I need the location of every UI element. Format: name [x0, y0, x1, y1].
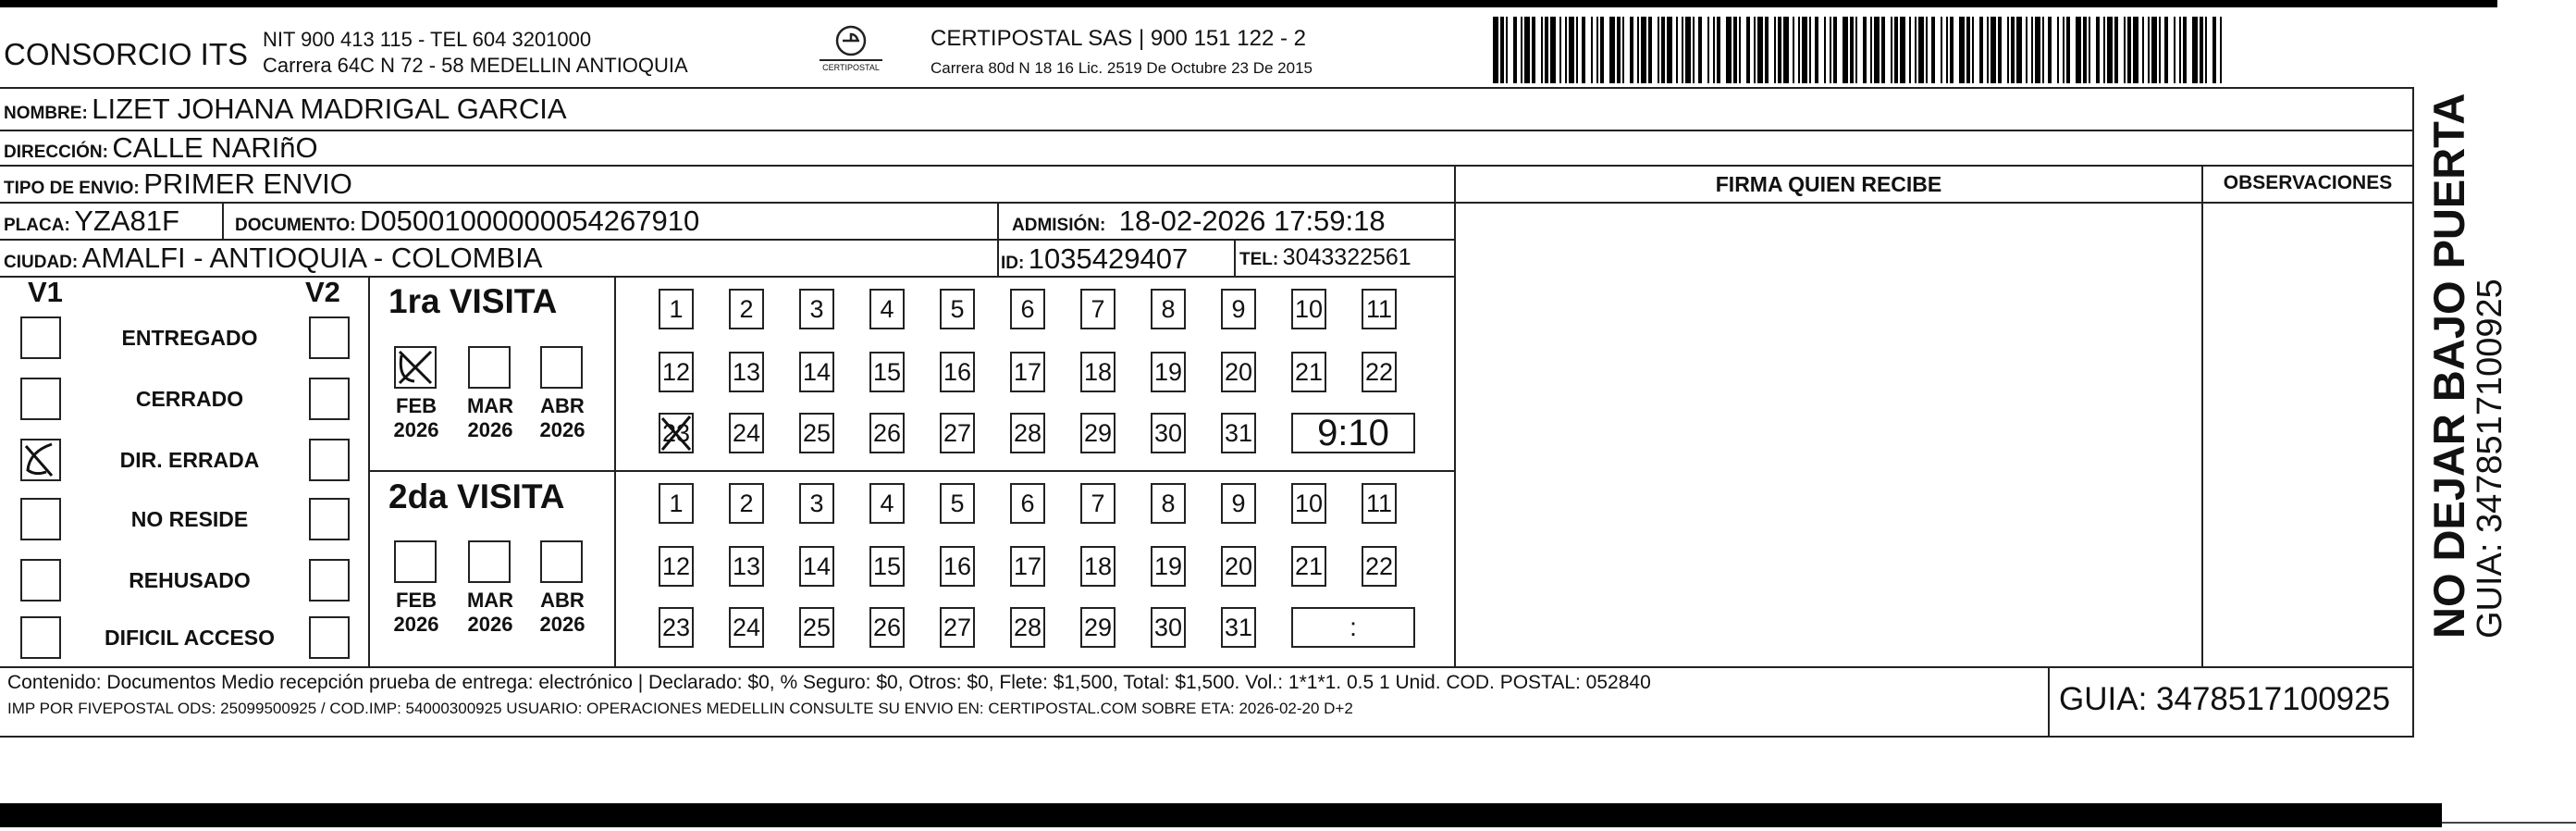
day-number: 3 [809, 489, 824, 517]
footer-line-1: Contenido: Documentos Medio recepción prueba de entrega: electrónico | Declarado: $0, % Seguro: $0, Otros: $0, Flete: $1,500, Total: $1,500. Vol.: 1*1*1. 0.5 1 Unid. COD. POSTAL: 052840 [7, 672, 1651, 693]
day-box[interactable] [1221, 352, 1256, 392]
day-number: 13 [732, 552, 761, 580]
day-number: 28 [1013, 418, 1042, 447]
status-v2-checkbox[interactable] [309, 439, 350, 481]
day-number: 10 [1294, 294, 1324, 323]
day-number: 9 [1231, 294, 1246, 323]
day-number: 6 [1020, 489, 1035, 517]
status-option-label: ENTREGADO [121, 326, 258, 350]
day-number: 26 [872, 418, 902, 447]
day-number: 31 [1224, 613, 1253, 641]
day-number: 29 [1083, 613, 1113, 641]
day-number: 20 [1224, 357, 1253, 386]
month-name: ABR [540, 589, 585, 612]
day-number: 20 [1224, 552, 1253, 580]
day-box[interactable] [1080, 289, 1115, 329]
day-number: 27 [943, 418, 972, 447]
day-number: 29 [1083, 418, 1113, 447]
footer-guide-divider [2048, 666, 2050, 737]
signature-left-line [1454, 165, 1456, 668]
logo-text: CERTIPOSTAL [822, 63, 880, 72]
id-cell [1001, 242, 1188, 276]
day-number: 14 [802, 552, 832, 580]
day-number: 22 [1364, 357, 1394, 386]
tel-value: 3043322561 [1282, 244, 1411, 270]
day-box[interactable] [1080, 607, 1115, 648]
day-box[interactable] [940, 352, 975, 392]
day-box[interactable] [1221, 289, 1256, 329]
day-number: 16 [943, 357, 972, 386]
company-line-1: NIT 900 413 115 - TEL 604 3201000 [263, 28, 592, 51]
day-number: 1 [669, 489, 684, 517]
day-number: 31 [1224, 418, 1253, 447]
status-option-label: DIFICIL ACCESO [104, 626, 275, 650]
day-box[interactable] [729, 546, 764, 587]
status-v1-checkbox[interactable] [20, 559, 61, 602]
day-box[interactable] [869, 413, 905, 453]
status-v2-checkbox[interactable] [309, 616, 350, 659]
day-number: 30 [1153, 613, 1183, 641]
admission-label: ADMISIÓN: [1012, 216, 1106, 235]
day-box[interactable] [1291, 289, 1326, 329]
day-box[interactable] [659, 352, 694, 392]
tel-cell [1239, 244, 1411, 271]
month-name: MAR [466, 394, 514, 417]
status-option-label: CERRADO [135, 387, 244, 411]
day-number: 17 [1013, 552, 1042, 580]
checkmark-icon [394, 346, 437, 389]
day-box[interactable] [1151, 413, 1186, 453]
day-number: 8 [1161, 489, 1176, 517]
day-number: 18 [1083, 552, 1113, 580]
day-number: 5 [950, 294, 965, 323]
day-number: 1 [669, 294, 684, 323]
city-label: CIUDAD: [4, 253, 79, 272]
visit-days-divider [614, 276, 616, 668]
month-checkbox[interactable] [540, 540, 583, 583]
day-box[interactable] [940, 413, 975, 453]
plate-label: PLACA: [4, 216, 70, 235]
day-box[interactable] [729, 607, 764, 648]
day-number: 4 [880, 294, 894, 323]
tel-label: TEL: [1239, 250, 1279, 269]
month-checkbox[interactable] [394, 540, 437, 583]
day-box[interactable] [1010, 607, 1045, 648]
footer-guide: GUIA: 3478517100925 [2059, 681, 2391, 717]
day-number: 9 [1231, 489, 1246, 517]
visit-split-line [368, 470, 1456, 472]
shipment-type: PRIMER ENVIO [143, 167, 352, 200]
recipient-address: CALLE NARIñO [112, 131, 318, 164]
day-number: 15 [872, 552, 902, 580]
day-box[interactable] [1151, 483, 1186, 524]
top-border-bar [0, 0, 2497, 7]
day-number: 13 [732, 357, 761, 386]
day-box[interactable] [1080, 546, 1115, 587]
day-box[interactable] [1151, 289, 1186, 329]
observations-left-line [2201, 165, 2203, 668]
day-box[interactable] [659, 546, 694, 587]
plate-value: YZA81F [74, 205, 179, 237]
plate-divider [222, 202, 224, 239]
day-box[interactable] [869, 352, 905, 392]
month-year: 2026 [393, 613, 439, 636]
name-label: NOMBRE: [4, 104, 88, 123]
document-label: DOCUMENTO: [235, 216, 356, 235]
status-v2-checkbox[interactable] [309, 498, 350, 540]
month-checkbox[interactable] [468, 540, 511, 583]
day-box[interactable] [659, 289, 694, 329]
day-box[interactable] [729, 483, 764, 524]
day-box[interactable] [799, 352, 834, 392]
form-top-line [0, 87, 2414, 89]
bottom-border-bar [0, 803, 2442, 827]
side-guide: GUIA: 3478517100925 [2471, 279, 2509, 639]
form-right-line [2412, 87, 2414, 738]
id-divider [1234, 239, 1236, 276]
day-box[interactable] [1221, 483, 1256, 524]
row-line-2 [0, 165, 2414, 167]
v2-label: V2 [305, 276, 340, 308]
day-box[interactable] [869, 289, 905, 329]
admission-value: 18-02-2026 17:59:18 [1118, 205, 1386, 237]
status-v2-checkbox[interactable] [309, 316, 350, 359]
month-label [388, 394, 444, 442]
row-line-5 [0, 276, 1456, 278]
day-box[interactable] [799, 483, 834, 524]
day-box[interactable] [869, 483, 905, 524]
day-number: 21 [1294, 552, 1324, 580]
day-number: 23 [661, 418, 691, 447]
day-box[interactable] [1151, 352, 1186, 392]
admission-cell [1012, 205, 1386, 238]
month-label [535, 589, 590, 637]
month-name: ABR [540, 394, 585, 417]
day-box[interactable] [1151, 607, 1186, 648]
shipment-label: TIPO DE ENVIO: [4, 179, 140, 198]
day-number: 12 [661, 357, 691, 386]
document-cell [235, 205, 699, 238]
day-number: 11 [1365, 489, 1393, 517]
day-box[interactable] [729, 413, 764, 453]
month-year: 2026 [539, 613, 585, 636]
status-v2-checkbox[interactable] [309, 559, 350, 602]
footer-line-2: IMP POR FIVEPOSTAL ODS: 25099500925 / COD.IMP: 54000300925 USUARIO: OPERACIONES MEDELLIN CONSULTE SU ENVIO EN: CERTIPOSTAL.COM SOBRE ETA: 2026-02-20 D+2 [7, 700, 1353, 717]
day-number: 8 [1161, 294, 1176, 323]
day-number: 26 [872, 613, 902, 641]
row-line-1 [0, 130, 2414, 131]
day-box[interactable] [659, 413, 694, 453]
form-bottom-line [0, 736, 2414, 738]
day-box[interactable] [659, 607, 694, 648]
day-number: 12 [661, 552, 691, 580]
status-v1-checkbox[interactable] [20, 616, 61, 659]
day-number: 14 [802, 357, 832, 386]
day-box[interactable] [799, 607, 834, 648]
day-number: 24 [732, 613, 761, 641]
day-box[interactable] [940, 289, 975, 329]
side-warning: NO DEJAR BAJO PUERTA [2424, 93, 2473, 639]
day-box[interactable] [1291, 352, 1326, 392]
month-year: 2026 [539, 418, 585, 441]
document-value: D05001000000054267910 [360, 205, 700, 237]
month-label [388, 589, 444, 637]
day-number: 3 [809, 294, 824, 323]
day-box[interactable] [1221, 546, 1256, 587]
recipient-name: LIZET JOHANA MADRIGAL GARCIA [92, 93, 567, 125]
day-number: 24 [732, 418, 761, 447]
day-number: 30 [1153, 418, 1183, 447]
day-number: 19 [1153, 357, 1183, 386]
day-box[interactable] [1362, 483, 1397, 524]
day-box[interactable] [1010, 483, 1045, 524]
day-box[interactable] [1010, 289, 1045, 329]
day-number: 10 [1294, 489, 1324, 517]
month-label [462, 394, 518, 442]
day-box[interactable] [940, 546, 975, 587]
month-label [462, 589, 518, 637]
certipostal-logo [814, 24, 888, 76]
day-box[interactable] [799, 546, 834, 587]
day-number: 4 [880, 489, 894, 517]
id-label: ID: [1001, 254, 1025, 273]
barcode [1493, 17, 2229, 83]
day-number: 5 [950, 489, 965, 517]
month-year: 2026 [467, 418, 513, 441]
month-name: FEB [396, 589, 437, 612]
day-box[interactable] [1080, 352, 1115, 392]
day-number: 22 [1364, 552, 1394, 580]
checkmark-icon [20, 439, 61, 481]
document-divider [997, 202, 999, 276]
day-box[interactable] [1291, 546, 1326, 587]
side-text [2423, 83, 2553, 639]
status-v1-checkbox[interactable] [20, 378, 61, 420]
day-number: 2 [739, 489, 754, 517]
day-number: 19 [1153, 552, 1183, 580]
signature-header-line [1456, 202, 2414, 204]
visit2-title: 2da VISITA [388, 478, 565, 515]
id-value: 1035429407 [1028, 242, 1189, 275]
day-box[interactable] [869, 546, 905, 587]
address-label: DIRECCIÓN: [4, 143, 108, 162]
day-number: 6 [1020, 294, 1035, 323]
signature-header: FIRMA QUIEN RECIBE [1715, 172, 1942, 196]
status-option-label: NO RESIDE [130, 507, 249, 531]
status-v1-checkbox[interactable] [20, 316, 61, 359]
visit1-title: 1ra VISITA [388, 282, 558, 320]
status-option-label: REHUSADO [129, 568, 251, 592]
shipment-row [4, 167, 352, 201]
month-checkbox[interactable] [394, 346, 437, 389]
row-line-footer [0, 666, 2414, 668]
day-box[interactable] [1151, 546, 1186, 587]
city-cell [4, 242, 542, 275]
day-box[interactable] [799, 413, 834, 453]
month-year: 2026 [393, 418, 439, 441]
carrier-line-2: Carrera 80d N 18 16 Lic. 2519 De Octubre 23 De 2015 [931, 59, 1313, 77]
status-v1-checkbox[interactable] [20, 439, 61, 481]
day-box[interactable] [1362, 289, 1397, 329]
month-checkbox[interactable] [468, 346, 511, 389]
day-box[interactable] [1291, 483, 1326, 524]
day-box[interactable] [1221, 607, 1256, 648]
day-box[interactable] [1080, 483, 1115, 524]
day-box[interactable] [1080, 413, 1115, 453]
day-number: 27 [943, 613, 972, 641]
day-box[interactable] [1362, 546, 1397, 587]
month-year: 2026 [467, 613, 513, 636]
day-number: 17 [1013, 357, 1042, 386]
day-box[interactable] [940, 483, 975, 524]
month-checkbox[interactable] [540, 346, 583, 389]
day-number: 16 [943, 552, 972, 580]
day-number: 7 [1091, 294, 1105, 323]
day-number: 23 [661, 613, 691, 641]
row-line-4 [0, 239, 1456, 241]
day-box[interactable] [1362, 352, 1397, 392]
city-value: AMALFI - ANTIOQUIA - COLOMBIA [81, 242, 543, 274]
day-box[interactable] [729, 289, 764, 329]
name-row [4, 93, 567, 126]
day-box[interactable] [799, 289, 834, 329]
day-box[interactable] [659, 483, 694, 524]
day-box[interactable] [729, 352, 764, 392]
status-v2-checkbox[interactable] [309, 378, 350, 420]
status-visit-divider [368, 276, 370, 668]
day-box[interactable] [869, 607, 905, 648]
day-number: 25 [802, 418, 832, 447]
time-field[interactable]: : [1291, 607, 1415, 648]
day-number: 18 [1083, 357, 1113, 386]
carrier-line-1: CERTIPOSTAL SAS | 900 151 122 - 2 [931, 26, 1306, 51]
day-number: 15 [872, 357, 902, 386]
day-box[interactable] [1010, 546, 1045, 587]
day-number: 2 [739, 294, 754, 323]
company-name: CONSORCIO ITS [4, 37, 249, 71]
day-number: 11 [1365, 294, 1393, 323]
day-box[interactable] [1010, 352, 1045, 392]
day-box[interactable] [1010, 413, 1045, 453]
day-box[interactable] [1221, 413, 1256, 453]
day-number: 28 [1013, 613, 1042, 641]
observations-header: OBSERVACIONES [2223, 172, 2393, 193]
status-v1-checkbox[interactable] [20, 498, 61, 540]
v1-label: V1 [28, 276, 63, 308]
company-line-2: Carrera 64C N 72 - 58 MEDELLIN ANTIOQUIA [263, 54, 688, 77]
day-number: 7 [1091, 489, 1105, 517]
address-row [4, 131, 318, 165]
day-number: 21 [1294, 357, 1324, 386]
plate-cell [4, 205, 179, 238]
month-name: FEB [396, 394, 437, 417]
status-option-label: DIR. ERRADA [119, 448, 260, 472]
time-field[interactable]: 9:10 [1291, 413, 1415, 453]
day-box[interactable] [940, 607, 975, 648]
day-number: 25 [802, 613, 832, 641]
month-label [535, 394, 590, 442]
month-name: MAR [466, 589, 514, 612]
bottom-thin-line [2442, 822, 2576, 824]
